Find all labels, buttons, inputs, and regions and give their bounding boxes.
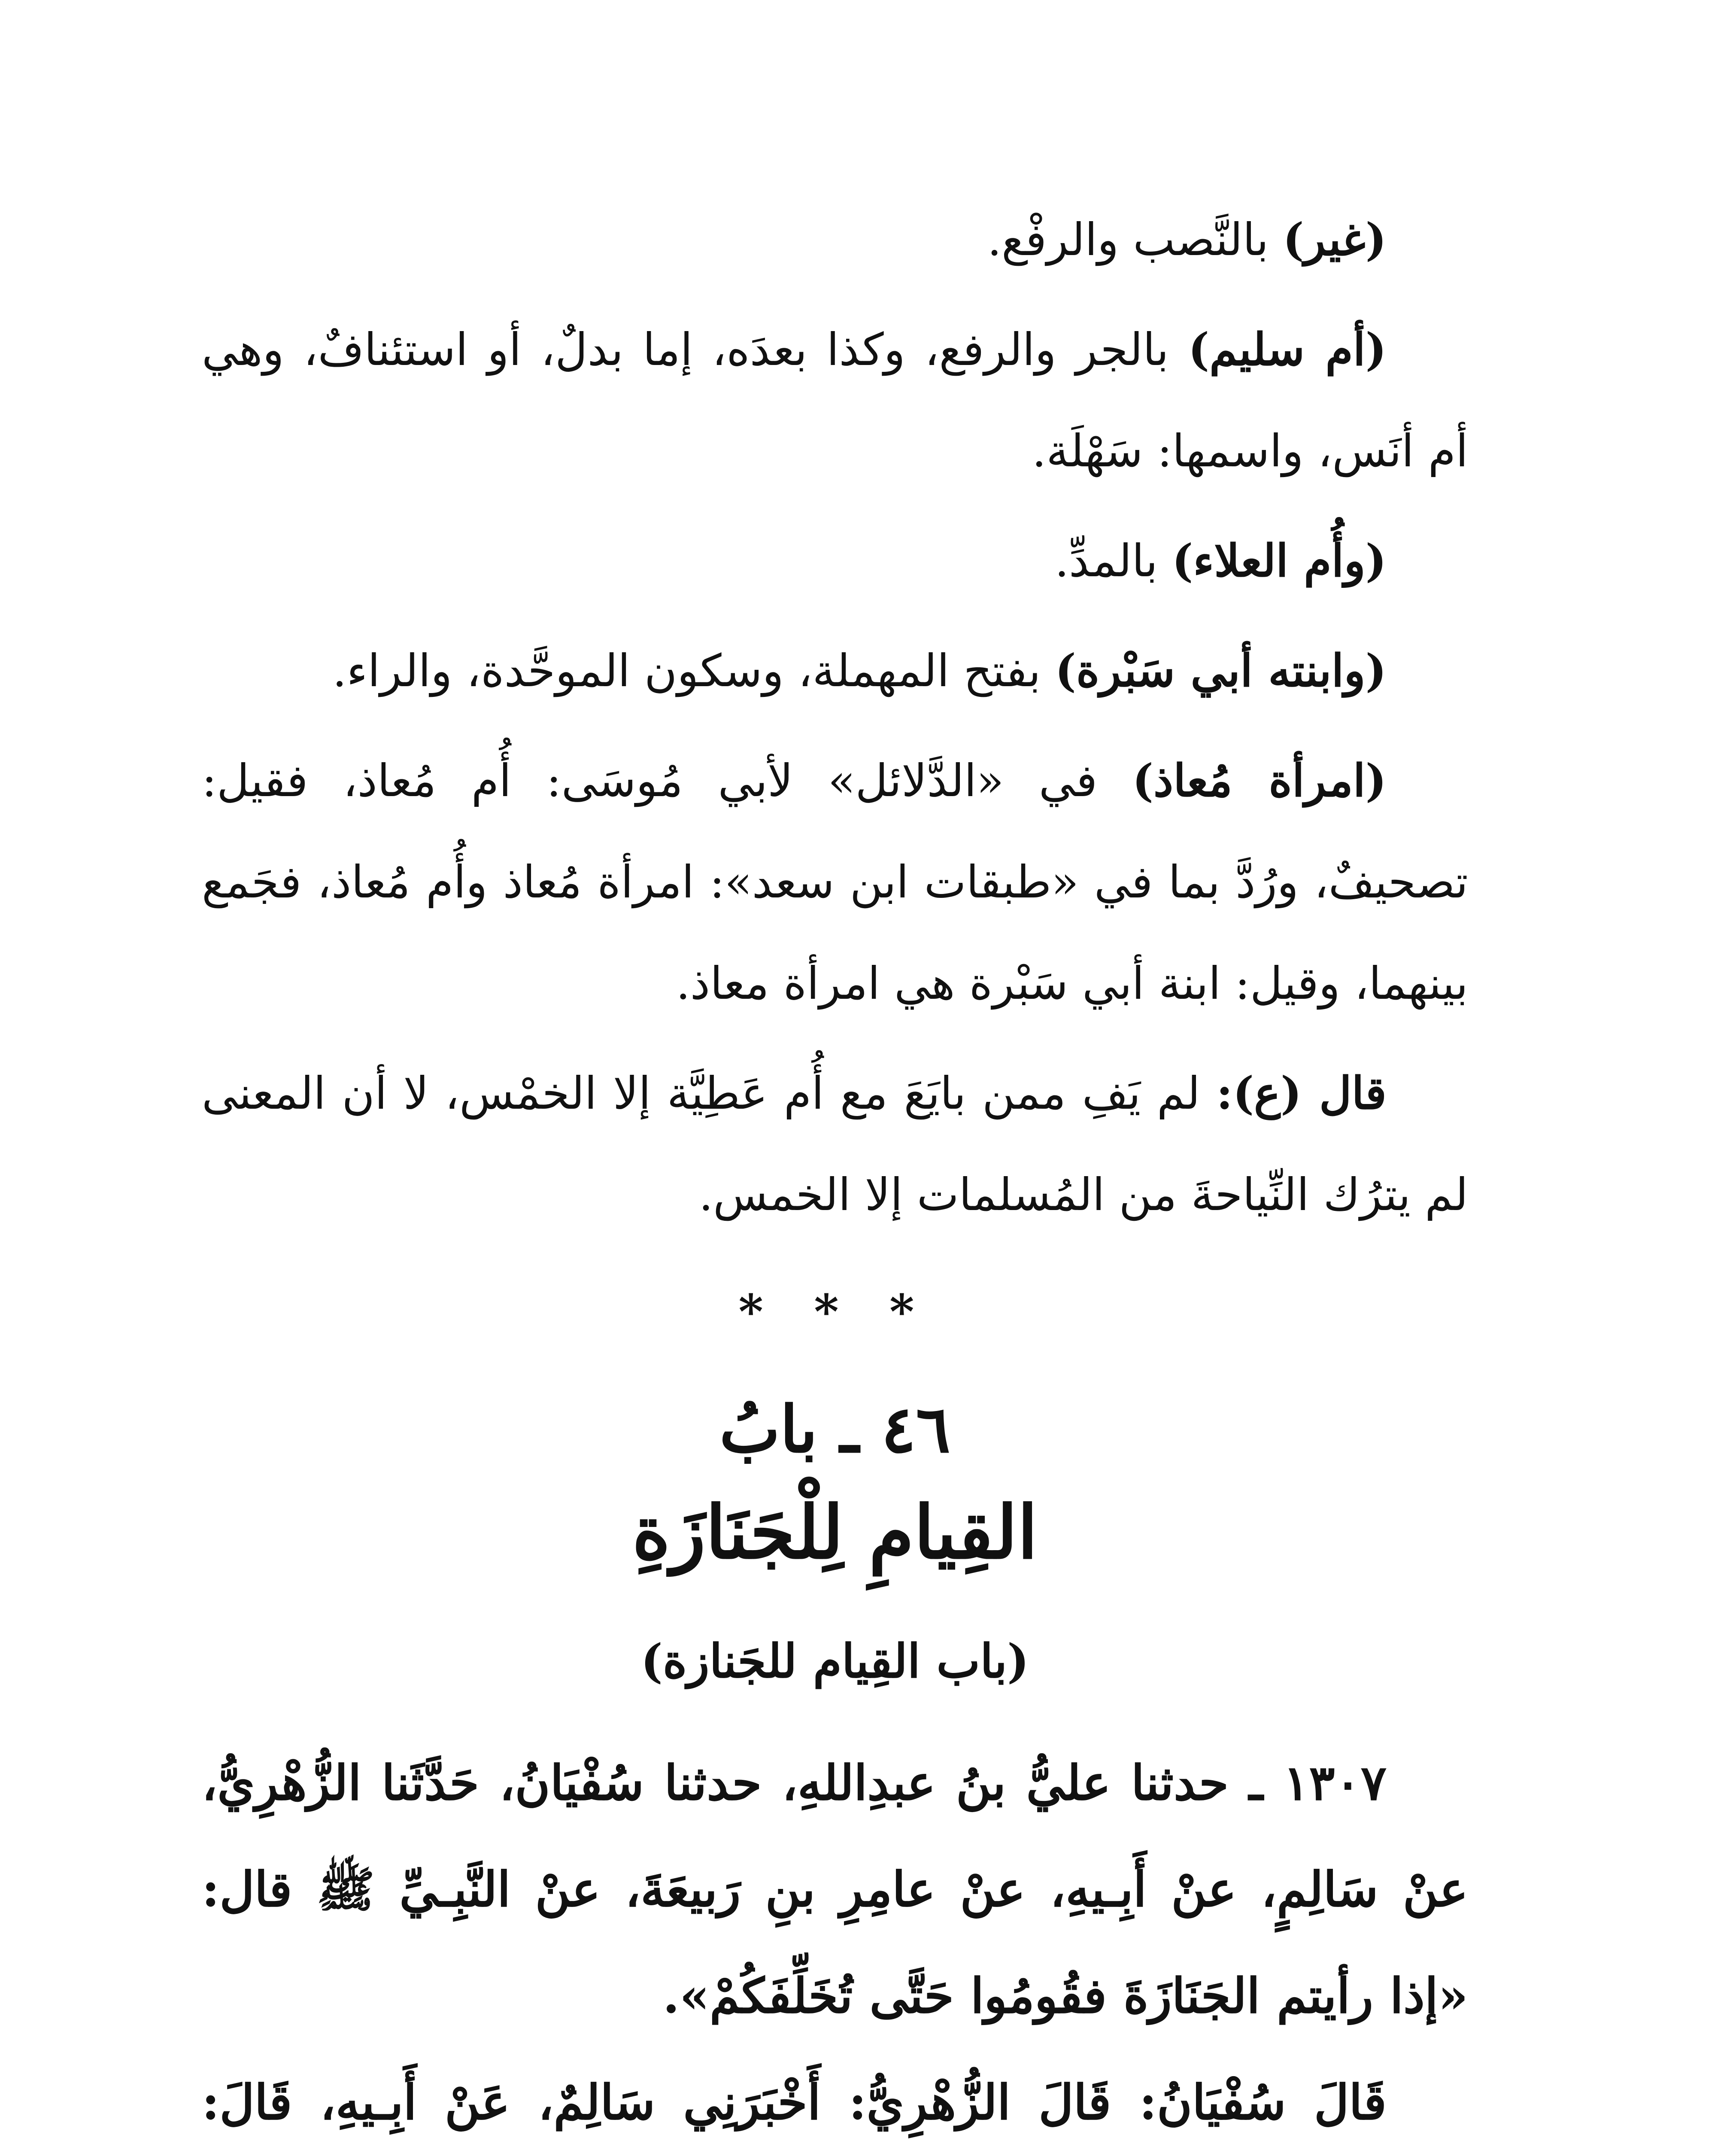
commentary-head: قال (ع): [1216, 1067, 1387, 1119]
hadith-section [202, 1730, 1468, 2147]
section-separator: * * * [738, 1284, 932, 1339]
commentary-text: بالنَّصب والرفْع. [987, 213, 1283, 266]
commentary-paragraph [202, 189, 1468, 290]
commentary-head: (وأُم العلاء) [1172, 534, 1387, 587]
chapter-number: ٤٦ ـ بابُ [719, 1392, 951, 1467]
commentary-text: بالمدِّ. [1055, 535, 1172, 587]
commentary-section [202, 189, 1468, 1245]
commentary-head: (غير) [1283, 213, 1387, 266]
commentary-paragraph [202, 620, 1468, 721]
hadith-paragraph: ١٣٠٧ ـ حدثنا عليُّ بنُ عبدِاللهِ، حدثنا سُفْيَانُ، حَدَّثَنا الزُّهْرِيُّ، عنْ سَالِمٍ، عنْ أَبِـيهِ، عنْ عامِرِ بنِ رَبيعَةَ، عنْ النَّبِـيِّ ﷺ قال: «إذا رأيتم الجَنَازَةَ فقُومُوا حَتَّى تُخَلِّفَكُمْ». [202, 1755, 1468, 2024]
commentary-paragraph [202, 510, 1468, 611]
commentary-text: لم يَفِ ممن بايَعَ مع أُم عَطِيَّة إلا الخمْس، لا أن المعنى لم يترُك النِّياحةَ من المُسلمات إلا الخمس. [202, 1067, 1468, 1221]
hadith-paragraph: قَالَ سُفْيَانُ: قَالَ الزُّهْرِيُّ: أَخْبَرَنِي سَالِمٌ، عَنْ أَبِـيهِ، قَالَ: [202, 2074, 1387, 2131]
commentary-paragraph [202, 730, 1468, 1034]
commentary-paragraph [202, 299, 1468, 502]
chapter-title: القِيامِ لِلْجَنَازَةِ [632, 1490, 1038, 1575]
commentary-text: في «الدَّلائل» لأبي مُوسَى: أُم مُعاذ، فقيل: تصحيفٌ، ورُدَّ بما في «طبقات ابن سعد»: امرأة مُعاذ وأُم مُعاذ، فجَمع بينهما، وقيل: ابنة أبي سَبْرة هي امرأة معاذ. [202, 754, 1468, 1010]
commentary-head: (وابنته أبي سَبْرة) [1055, 644, 1387, 697]
page-content [202, 189, 1468, 2147]
commentary-paragraph [202, 1043, 1468, 1245]
chapter-subtitle: (باب القِيام للجَنازة) [640, 1634, 1029, 1688]
commentary-head: (أم سليم) [1188, 323, 1387, 376]
commentary-text: بفتح المهملة، وسكون الموحَّدة، والراء. [332, 645, 1055, 697]
commentary-head: (امرأة مُعاذ) [1132, 754, 1387, 807]
commentary-text: بالجر والرفع، وكذا بعدَه، إما بدلٌ، أو استئنافٌ، وهي أم أنَس، واسمها: سَهْلَة. [202, 323, 1468, 477]
